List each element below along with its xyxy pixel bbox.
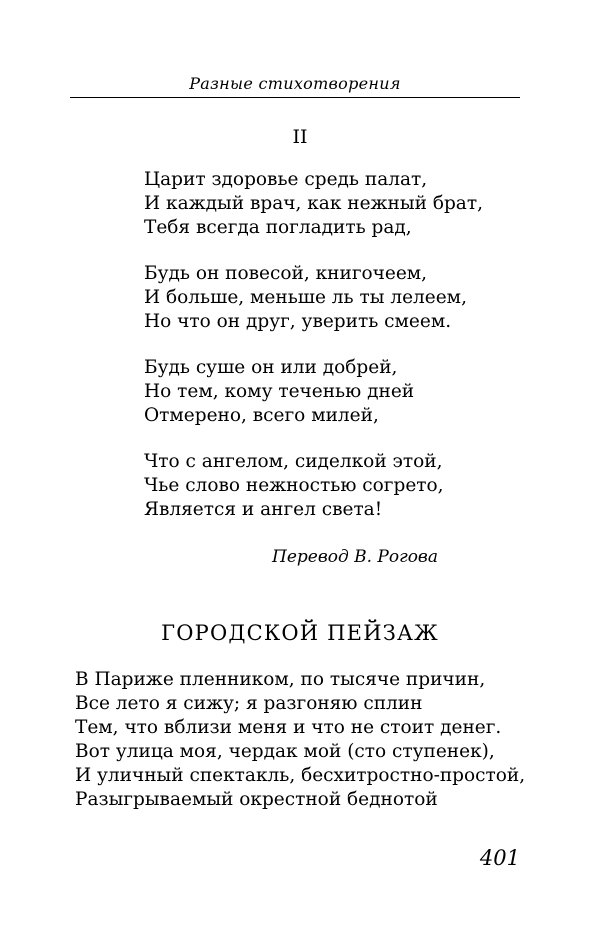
verse-line: Но что он друг, уверить смеем. (144, 311, 452, 332)
stanza-2 (144, 262, 483, 334)
poem-two (75, 668, 525, 812)
verse-line: Все лето я сижу; я разгоняю сплин (75, 693, 423, 714)
poem-title: ГОРОДСКОЙ ПЕЙЗАЖ (161, 621, 439, 645)
stanza-3 (144, 356, 483, 428)
translator-credit: Перевод В. Рогова (272, 547, 438, 567)
stanza-4 (144, 450, 483, 522)
verse-line: И больше, меньше ль ты лелеем, (144, 287, 467, 308)
running-header: Разные стихотворения (189, 74, 401, 93)
verse-line: Тебя всегда погладить рад, (144, 217, 412, 238)
verse-line: Вот улица моя, чердак мой (сто ступенек), (75, 741, 495, 762)
verse-line: Что с ангелом, сиделкой этой, (144, 451, 443, 472)
verse-line: Разыгрываемый окрестной беднотой (75, 789, 438, 810)
verse-line: Тем, что вблизи меня и что не стоит денег. (75, 717, 502, 738)
verse-line: И уличный спектакль, бесхитростно-простой, (75, 765, 526, 786)
verse-line: Царит здоровье средь палат, (144, 169, 428, 190)
page-number: 401 (479, 846, 520, 870)
verse-line: Будь он повесой, книгочеем, (144, 263, 428, 284)
stanza-1 (144, 168, 483, 240)
verse-line: Отмерено, всего милей, (144, 405, 379, 426)
poem-one (144, 168, 483, 544)
section-number: II (292, 126, 308, 148)
verse-line: Является и ангел света! (144, 499, 383, 520)
verse-line: И каждый врач, как нежный брат, (144, 193, 483, 214)
verse-line: Будь суше он или добрей, (144, 357, 398, 378)
verse-line: Но тем, кому теченью дней (144, 381, 415, 402)
header-rule (70, 97, 520, 98)
verse-line: Чье слово нежностью согрето, (144, 475, 444, 496)
verse-line: В Париже пленником, по тысяче причин, (75, 669, 486, 690)
